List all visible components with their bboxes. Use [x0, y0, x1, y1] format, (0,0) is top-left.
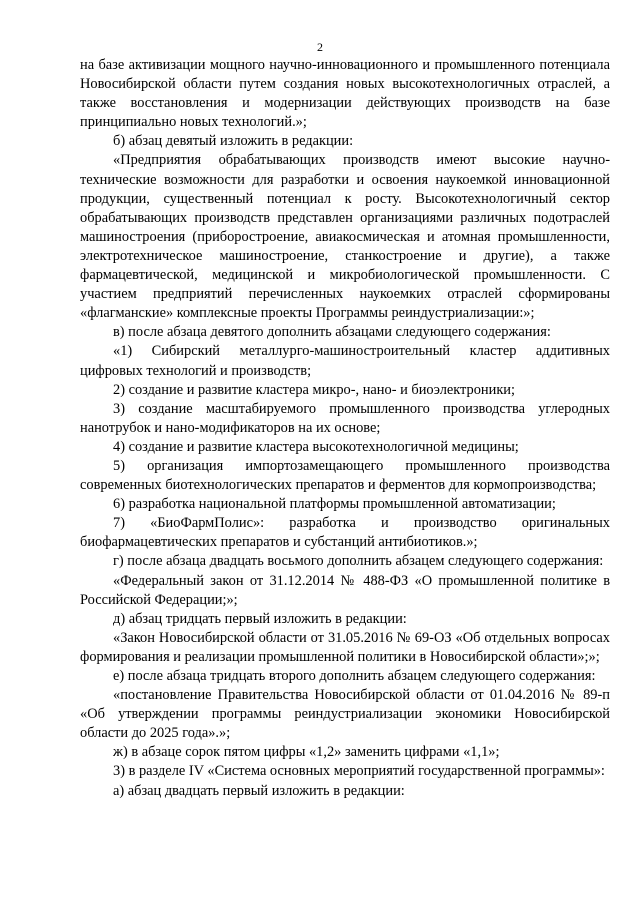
paragraph-9: 5) организация импортозамещающего промышленного производства современных биотехнологических препаратов и ферментов для кормопроизводства; — [80, 457, 610, 494]
paragraph-16: е) после абзаца тридцать второго дополнить абзацем следующего содержания: — [113, 668, 596, 684]
paragraph-14: д) абзац тридцать первый изложить в редакции: — [113, 610, 407, 627]
paragraph-18: ж) в абзаце сорок пятом цифры «1,2» заменить цифрами «1,1»; — [113, 744, 500, 761]
paragraph-13: «Федеральный закон от 31.12.2014 № 488-ФЗ «О промышленной политике в Российской Федерации;»; — [80, 572, 610, 608]
paragraph-15: «Закон Новосибирской области от 31.05.2016 № 69-ОЗ «Об отдельных вопросах формирования и реализации промышленной политики в Новосибирской области»;»; — [80, 629, 610, 665]
paragraph-6: 2) создание и развитие кластера микро-, нано- и биоэлектроники; — [113, 381, 516, 398]
page-number: 2 — [317, 40, 323, 54]
paragraph-11: 7) «БиоФармПолис»: разработка и производство оригинальных биофармацевтических препаратов и субстанций антибиотиков.»; — [80, 515, 610, 551]
paragraph-3: «Предприятия обрабатывающих производств имеют высокие научно-технические возможности для разработки и освоения наукоемкой инновационной продукции, существенный потенциал к росту. Высокотехнологичный сектор обрабатывающих производств представлен организациями различных подотраслей машиностроения (приборостроение, авиакосмическая и атомная промышленности, электротехническое машиностроение, станкостроение и другие), а также фармацевтической, медицинской и микробиологической промышленности. С участием предприятий перечисленных наукоемких отраслей сформированы «флагманские» комплексные проекты Программы реиндустриализации:»; — [80, 152, 610, 322]
paragraph-4: в) после абзаца девятого дополнить абзацами следующего содержания: — [113, 324, 551, 341]
paragraph-19: 3) в разделе IV «Система основных мероприятий государственной программы»: — [113, 763, 605, 780]
paragraph-10: 6) разработка национальной платформы промышленной автоматизации; — [113, 496, 556, 513]
paragraph-5: «1) Сибирский металлурго-машиностроительный кластер аддитивных цифровых технологий и производств; — [80, 343, 610, 379]
paragraph-17: «постановление Правительства Новосибирской области от 01.04.2016 № 89-п «Об утверждении программы реиндустриализации экономики Новосибирской области до 2025 года».»; — [80, 687, 610, 742]
paragraph-20: а) абзац двадцать первый изложить в редакции: — [113, 782, 405, 799]
document-body — [80, 56, 610, 801]
paragraph-8: 4) создание и развитие кластера высокотехнологичной медицины; — [113, 438, 519, 455]
paragraph-7: 3) создание масштабируемого промышленного производства углеродных нанотрубок и нано-модификаторов на их основе; — [80, 400, 610, 436]
paragraph-2: б) абзац девятый изложить в редакции: — [113, 133, 354, 150]
paragraph-1: на базе активизации мощного научно-инновационного и промышленного потенциала Новосибирской области путем создания новых высокотехнологичных отраслей, а также восстановления и модернизации действующих производств на базе принципиально новых технологий.»; — [80, 57, 610, 131]
paragraph-12: г) после абзаца двадцать восьмого дополнить абзацем следующего содержания: — [113, 553, 604, 570]
